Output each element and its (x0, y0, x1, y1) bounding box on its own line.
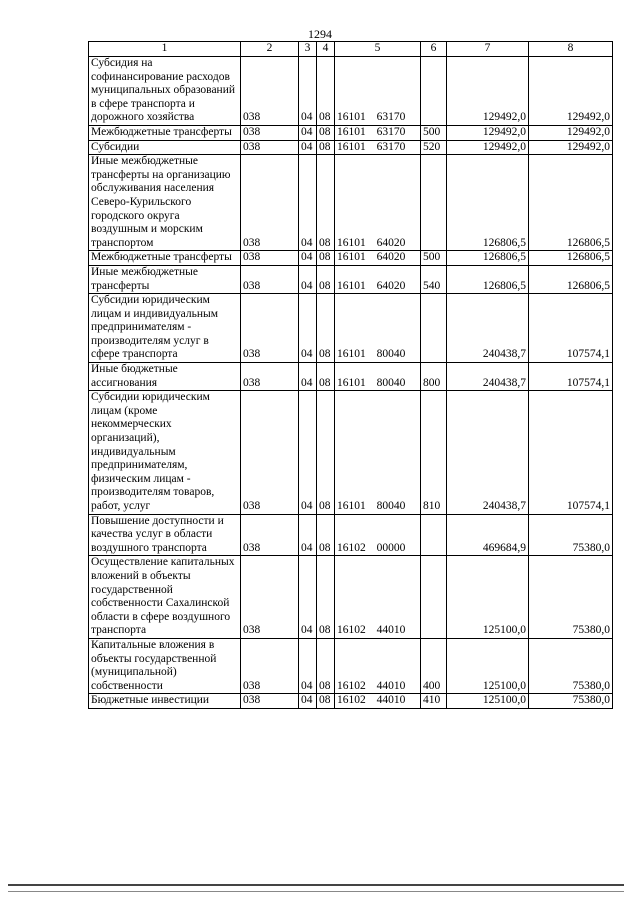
target-article-code: 16101 80040 (335, 294, 421, 363)
amount-col8: 126806,5 (529, 155, 613, 251)
column-header: 7 (447, 42, 529, 57)
ministry-code: 038 (241, 251, 299, 266)
target-article-code: 16101 63170 (335, 140, 421, 155)
subsection-code: 08 (317, 363, 335, 391)
section-code: 04 (299, 57, 317, 126)
amount-col7: 125100,0 (447, 556, 529, 639)
amount-col8: 129492,0 (529, 140, 613, 155)
ministry-code: 038 (241, 363, 299, 391)
target-article-code: 16101 80040 (335, 363, 421, 391)
table-row (89, 140, 613, 155)
target-article-code: 16102 44010 (335, 638, 421, 693)
amount-col8: 75380,0 (529, 694, 613, 709)
amount-col8: 75380,0 (529, 638, 613, 693)
column-header: 3 (299, 42, 317, 57)
target-article-code: 16101 64020 (335, 265, 421, 293)
amount-col7: 126806,5 (447, 265, 529, 293)
scan-edge-line (8, 884, 624, 886)
row-name: Иные межбюджетные трансферты на организацию обслуживания населения Северо-Курильского городского округа воздушным и морским транспортом (89, 155, 241, 251)
row-name: Осуществление капитальных вложений в объекты государственной собственности Сахалинской области в сфере воздушного транспорта (89, 556, 241, 639)
ministry-code: 038 (241, 514, 299, 556)
expense-type-code (421, 514, 447, 556)
subsection-code: 08 (317, 155, 335, 251)
target-article-code: 16101 63170 (335, 57, 421, 126)
subsection-code: 08 (317, 556, 335, 639)
column-header: 5 (335, 42, 421, 57)
subsection-code: 08 (317, 125, 335, 140)
row-name: Повышение доступности и качества услуг в области воздушного транспорта (89, 514, 241, 556)
row-name: Межбюджетные трансферты (89, 125, 241, 140)
subsection-code: 08 (317, 140, 335, 155)
table-row (89, 265, 613, 293)
expense-type-code: 810 (421, 391, 447, 514)
amount-col7: 126806,5 (447, 155, 529, 251)
amount-col7: 240438,7 (447, 294, 529, 363)
expense-type-code (421, 294, 447, 363)
expense-type-code: 400 (421, 638, 447, 693)
subsection-code: 08 (317, 265, 335, 293)
amount-col8: 107574,1 (529, 363, 613, 391)
target-article-code: 16101 64020 (335, 155, 421, 251)
target-article-code: 16102 00000 (335, 514, 421, 556)
amount-col7: 129492,0 (447, 140, 529, 155)
budget-table (88, 41, 613, 709)
column-header: 4 (317, 42, 335, 57)
expense-type-code: 540 (421, 265, 447, 293)
subsection-code: 08 (317, 57, 335, 126)
section-code: 04 (299, 556, 317, 639)
section-code: 04 (299, 694, 317, 709)
ministry-code: 038 (241, 265, 299, 293)
amount-col7: 129492,0 (447, 57, 529, 126)
row-name: Субсидия на софинансирование расходов муниципальных образований в сфере транспорта и дорожного хозяйства (89, 57, 241, 126)
subsection-code: 08 (317, 391, 335, 514)
row-name: Субсидии юридическим лицам и индивидуальным предпринимателям - производителям услуг в сфере транспорта (89, 294, 241, 363)
row-name: Иные межбюджетные трансферты (89, 265, 241, 293)
expense-type-code (421, 57, 447, 126)
amount-col8: 126806,5 (529, 251, 613, 266)
amount-col8: 129492,0 (529, 57, 613, 126)
expense-type-code: 500 (421, 125, 447, 140)
table-row (89, 155, 613, 251)
amount-col7: 240438,7 (447, 363, 529, 391)
amount-col8: 107574,1 (529, 391, 613, 514)
expense-type-code: 520 (421, 140, 447, 155)
table-row (89, 556, 613, 639)
section-code: 04 (299, 265, 317, 293)
amount-col7: 129492,0 (447, 125, 529, 140)
amount-col8: 75380,0 (529, 514, 613, 556)
section-code: 04 (299, 294, 317, 363)
amount-col7: 469684,9 (447, 514, 529, 556)
table-row (89, 363, 613, 391)
column-header: 1 (89, 42, 241, 57)
section-code: 04 (299, 514, 317, 556)
table-row (89, 391, 613, 514)
expense-type-code (421, 155, 447, 251)
expense-type-code: 800 (421, 363, 447, 391)
section-code: 04 (299, 125, 317, 140)
scan-edge-line (8, 891, 624, 892)
row-name: Бюджетные инвестиции (89, 694, 241, 709)
section-code: 04 (299, 638, 317, 693)
subsection-code: 08 (317, 294, 335, 363)
amount-col8: 129492,0 (529, 125, 613, 140)
amount-col7: 240438,7 (447, 391, 529, 514)
section-code: 04 (299, 251, 317, 266)
ministry-code: 038 (241, 155, 299, 251)
subsection-code: 08 (317, 638, 335, 693)
target-article-code: 16101 63170 (335, 125, 421, 140)
table-row (89, 57, 613, 126)
amount-col8: 75380,0 (529, 556, 613, 639)
ministry-code: 038 (241, 391, 299, 514)
table-row (89, 514, 613, 556)
amount-col8: 126806,5 (529, 265, 613, 293)
header-row (89, 42, 613, 57)
expense-type-code: 410 (421, 694, 447, 709)
section-code: 04 (299, 140, 317, 155)
row-name: Межбюджетные трансферты (89, 251, 241, 266)
target-article-code: 16102 44010 (335, 556, 421, 639)
amount-col7: 125100,0 (447, 694, 529, 709)
ministry-code: 038 (241, 294, 299, 363)
column-header: 2 (241, 42, 299, 57)
row-name: Субсидии юридическим лицам (кроме некоммерческих организаций), индивидуальным предпринимателям, физическим лицам - производителям товаров, работ, услуг (89, 391, 241, 514)
expense-type-code: 500 (421, 251, 447, 266)
table-row (89, 125, 613, 140)
subsection-code: 08 (317, 514, 335, 556)
row-name: Субсидии (89, 140, 241, 155)
ministry-code: 038 (241, 694, 299, 709)
table-row (89, 251, 613, 266)
table-row (89, 294, 613, 363)
subsection-code: 08 (317, 251, 335, 266)
page-number: 1294 (308, 27, 332, 41)
row-name: Иные бюджетные ассигнования (89, 363, 241, 391)
target-article-code: 16101 80040 (335, 391, 421, 514)
section-code: 04 (299, 391, 317, 514)
amount-col7: 125100,0 (447, 638, 529, 693)
amount-col7: 126806,5 (447, 251, 529, 266)
ministry-code: 038 (241, 57, 299, 126)
ministry-code: 038 (241, 556, 299, 639)
section-code: 04 (299, 155, 317, 251)
amount-col8: 107574,1 (529, 294, 613, 363)
column-header: 6 (421, 42, 447, 57)
ministry-code: 038 (241, 140, 299, 155)
table-row (89, 638, 613, 693)
section-code: 04 (299, 363, 317, 391)
target-article-code: 16102 44010 (335, 694, 421, 709)
row-name: Капитальные вложения в объекты государственной (муниципальной) собственности (89, 638, 241, 693)
table-row (89, 694, 613, 709)
ministry-code: 038 (241, 638, 299, 693)
subsection-code: 08 (317, 694, 335, 709)
column-header: 8 (529, 42, 613, 57)
expense-type-code (421, 556, 447, 639)
ministry-code: 038 (241, 125, 299, 140)
target-article-code: 16101 64020 (335, 251, 421, 266)
